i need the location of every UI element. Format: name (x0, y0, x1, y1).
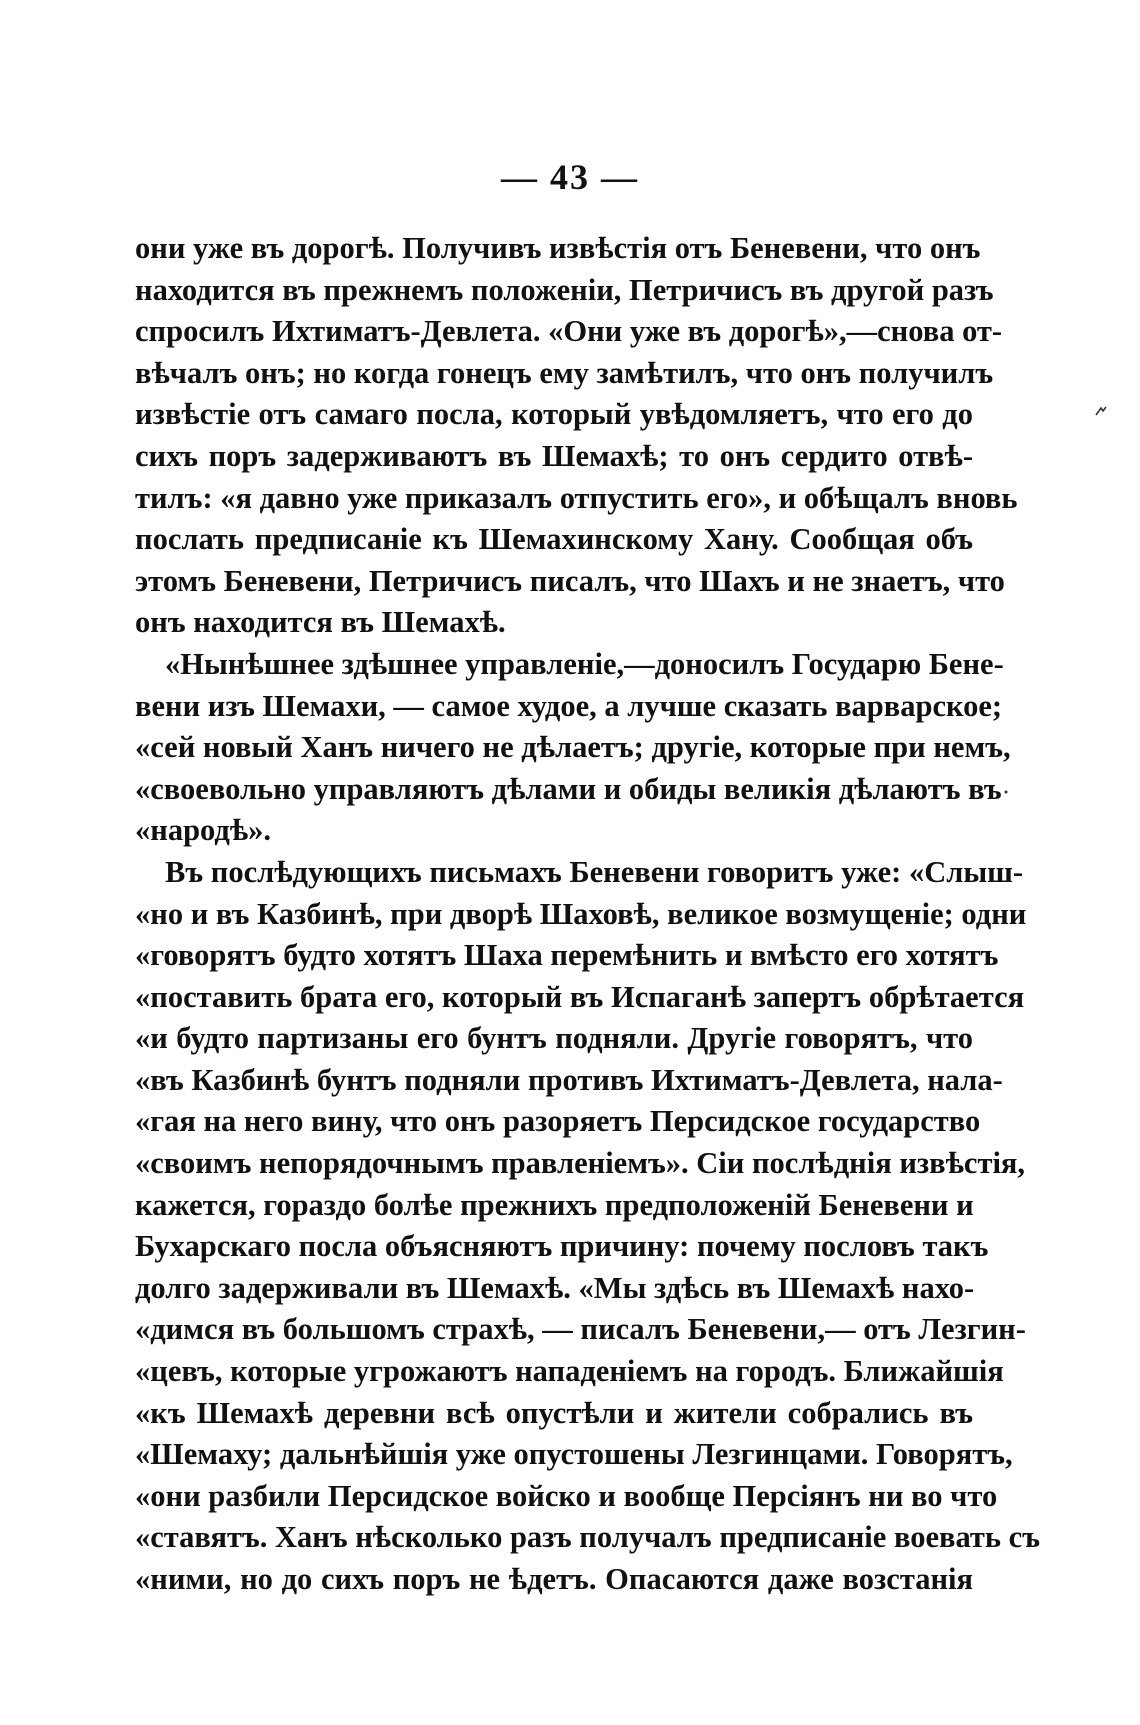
body-text (135, 228, 1040, 1601)
text-line: «но и въ Казбинѣ, при дворѣ Шаховѣ, великое возмущеніе; одни (135, 896, 1027, 931)
text-line: тилъ: «я давно уже приказалъ отпустить его», и обѣщалъ вновь (135, 480, 1018, 515)
text-line: они уже въ дорогѣ. Получивъ извѣстія отъ Беневени, что онъ (135, 231, 981, 265)
text-line: вѣчалъ онъ; но когда гонецъ ему замѣтилъ, что онъ получилъ (135, 355, 994, 390)
page-number: — 43 — (501, 157, 639, 197)
text-line: извѣстіе отъ самаго посла, который увѣдомляетъ, что его до (135, 397, 973, 432)
text-line: «ставятъ. Ханъ нѣсколько разъ получалъ предписаніе воевать съ (135, 1520, 1040, 1555)
text-line: долго задерживали въ Шемахѣ. «Мы здѣсь въ Шемахѣ нахо- (135, 1270, 975, 1305)
text-line: находится въ прежнемъ положеніи, Петричисъ въ другой разъ (135, 272, 994, 307)
text-line: «и будто партизаны его бунтъ подняли. Другіе говорятъ, что (135, 1021, 973, 1056)
text-line: «въ Казбинѣ бунтъ подняли противъ Ихтиматъ-Девлета, нала- (135, 1062, 1003, 1097)
text-line: «димся въ большомъ страхѣ, — писалъ Беневени,— отъ Лезгин- (135, 1312, 1026, 1347)
text-line: «говорятъ будто хотятъ Шаха перемѣнить и вмѣсто его хотятъ (135, 938, 999, 973)
text-line: «сей новый Ханъ ничего не дѣлаетъ; другіе, которые при немъ, (135, 730, 1011, 765)
margin-speck-icon (1003, 789, 1009, 795)
text-line: Бухарскаго посла объясняютъ причину: почему пословъ такъ (135, 1229, 989, 1264)
text-line: Въ послѣдующихъ письмахъ Беневени говоритъ уже: «Слыш- (165, 854, 1024, 889)
text-line: вени изъ Шемахи, — самое худое, а лучше сказать варварское; (135, 688, 1003, 723)
text-line: «они разбили Персидское войско и вообще Персіянъ ни во что (135, 1478, 998, 1513)
text-line: «народѣ». (135, 813, 272, 848)
text-line: «ними, но до сихъ поръ не ѣдетъ. Опасаются даже возстанія (135, 1562, 973, 1596)
text-line: кажется, гораздо болѣе прежнихъ предположеній Беневени и (135, 1187, 974, 1222)
text-line: «своевольно управляютъ дѣлами и обиды великія дѣлаютъ въ (135, 771, 1002, 806)
text-line: «поставить брата его, который въ Испаганѣ запертъ обрѣтается (135, 979, 1025, 1014)
text-line: «своимъ непорядочнымъ правленіемъ». Сіи послѣднія извѣстія, (135, 1146, 1026, 1181)
text-line: послать предписаніе къ Шемахинскому Хану. Сообщая объ (135, 522, 973, 557)
text-line: «къ Шемахѣ деревни всѣ опустѣли и жители собрались въ (135, 1395, 973, 1430)
text-line: «цевъ, которые угрожаютъ нападеніемъ на городъ. Ближайшія (135, 1354, 1004, 1389)
text-line: «гая на него вину, что онъ разоряетъ Персидское государство (135, 1104, 981, 1139)
text-line: спросилъ Ихтиматъ-Девлета. «Они уже въ дорогѣ»,—снова от- (135, 314, 1003, 349)
text-line: онъ находится въ Шемахѣ. (135, 605, 506, 640)
text-line: «Шемаху; дальнѣйшія уже опустошены Лезгинцами. Говорятъ, (135, 1437, 1013, 1472)
text-line: «Нынѣшнее здѣшнее управленіе,—доносилъ Государю Бене- (165, 646, 1004, 681)
margin-speck-icon (1094, 405, 1108, 417)
text-line: этомъ Беневени, Петричисъ писалъ, что Шахъ и не знаетъ, что (135, 563, 1005, 598)
text-line: сихъ поръ задерживаютъ въ Шемахѣ; то онъ сердито отвѣ- (135, 438, 973, 473)
